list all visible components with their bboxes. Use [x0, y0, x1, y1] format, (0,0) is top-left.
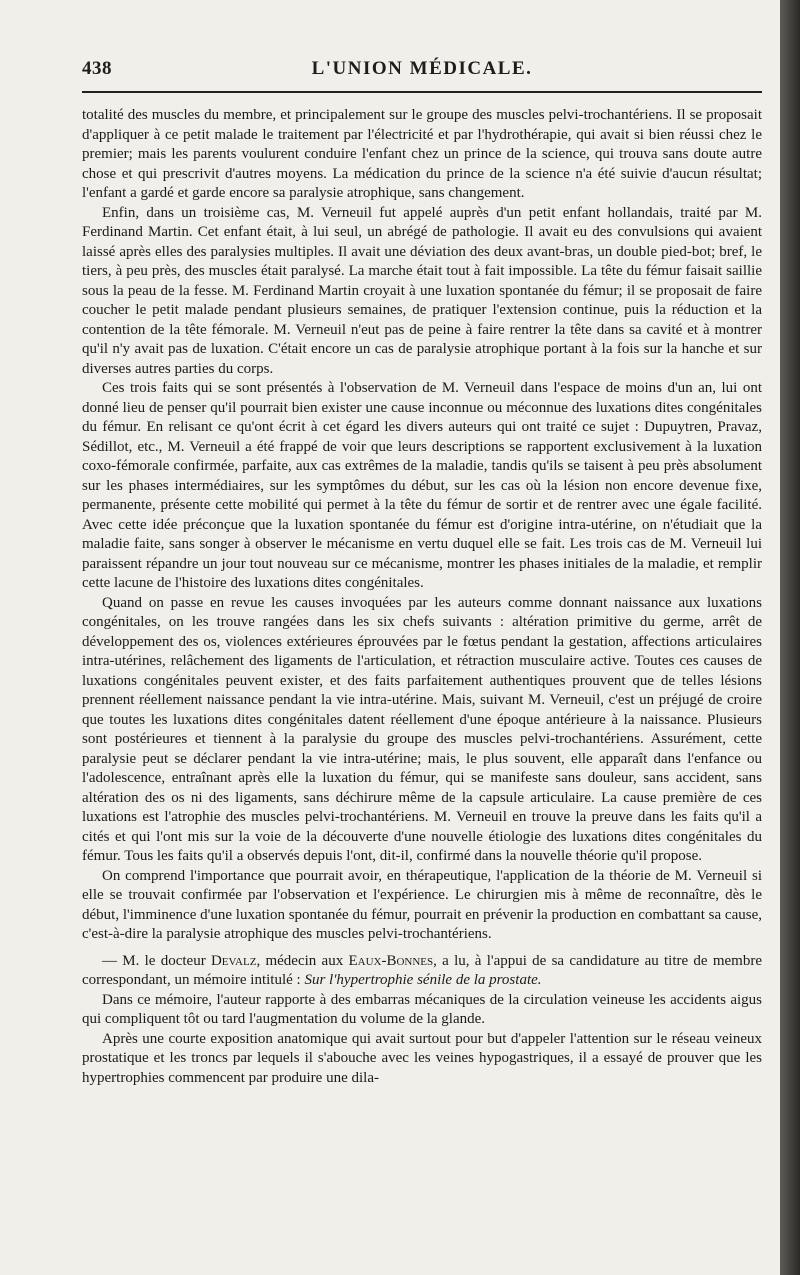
paragraph-continuation: totalité des muscles du membre, et principalement sur le groupe des muscles pelvi-trochantériens. Il se proposait d'appliquer à ce petit malade le traitement par l'électricité et par l'hydrothérapie, qui avait si bien réussi chez le premier; mais les parents voulurent conduire l'enfant chez un prince de la science, qui trouva sans doute autre chose et qui prescrivit d'autres moyens. La médication du prince de la science n'a été suivie d'aucun résultat; l'enfant a gardé et garde encore sa paralysie atrophique, sans changement.: [82, 107, 762, 201]
article-body: [82, 106, 762, 1088]
paragraph-third-case: Enfin, dans un troisième cas, M. Verneuil fut appelé auprès d'un petit enfant hollandais, traité par M. Ferdinand Martin. Cet enfant était, à lui seul, un abrégé de pathologie. Il avait eu des convulsions qui avaient laissé après elles des paralysies multiples. Il avait une déviation des deux avant-bras, un double pied-bot; bref, le tiers, à peu près, des muscles était paralysé. La marche était tout à fait impossible. La tête du fémur faisait saillie sous la peau de la fesse. M. Ferdinand Martin croyait à une luxation spontanée du fémur; il se proposait de faire coucher le petit malade pendant plusieurs semaines, de pratiquer l'extension continue, puis la réduction et la contention de la tête fémorale. M. Verneuil n'eut pas de peine à faire rentrer la tête dans sa cavité et à montrer qu'il n'y avait pas de luxation. C'était encore un cas de paralysie atrophique portant à la fois sur la hanche et sur diverses autres parties du corps.: [82, 204, 762, 377]
memoir-title: Sur l'hypertrophie sénile de la prostate.: [304, 972, 542, 988]
devalz-mid: , médecin aux: [256, 952, 349, 969]
paragraph-causes: Quand on passe en revue les causes invoquées par les auteurs comme donnant naissance aux luxations congénitales, on les trouve rangées dans les six chefs suivants : altération primitive du germe, arrêt de développement des os, violences extérieures éprouvées par le fœtus pendant la gestation, affections articulaires intra-utérines, relâchement des ligaments de l'articulation, et rétraction musculaire active. Toutes ces causes de luxations congénitales peuvent exister, et des faits parfaitement authentiques prouvent que de telles lésions prennent réellement naissance pendant la vie intra-utérine. Mais, suivant M. Verneuil, c'est un préjugé de croire que toutes les luxations dites congénitales datent réellement d'une époque antérieure à la naissance. Plusieurs sont postérieures et tiennent à la paralysie du groupe des muscles pelvi-trochantériens. Assurément, cette paralysie peut se déclarer pendant la vie intra-utérine; mais, le plus souvent, elle apparaît dans l'enfance ou l'adolescence, entraînant après elle la luxation du fémur, qui se manifeste sans douleur, sans accident, sans altération des os ni des ligaments, sans déchirure même de la capsule articulaire. La cause première de ces luxations est l'atrophie des muscles pelvi-trochantériens. M. Verneuil en trouve la preuve dans les faits qu'il a cités et qui l'ont mis sur la voie de la découverte d'une nouvelle étiologie des luxations dites congénitales du fémur. Tous les faits qu'il a observés depuis l'ont, dit-il, confirmé dans la nouvelle théorie qu'il propose.: [82, 594, 762, 864]
paragraph-memoir: Dans ce mémoire, l'auteur rapporte à des embarras mécaniques de la circulation veineuse les accidents aigus qui compliquent tôt ou tard l'augmentation du volume de la glande.: [82, 991, 762, 1027]
paragraph-therapeutic: On comprend l'importance que pourrait avoir, en thérapeutique, l'application de la théorie de M. Verneuil si elle se trouvait confirmée par l'observation et l'expérience. Le chirurgien mis à même de reconnaître, dès le début, l'imminence d'une luxation spontanée du fémur, pourrait en prévenir la production en combattant sa cause, c'est-à-dire la paralysie atrophique des muscles pelvi-trochantériens.: [82, 867, 762, 942]
devalz-name: Devalz: [210, 952, 257, 969]
header-rule: [82, 91, 762, 93]
running-title: L'UNION MÉDICALE.: [311, 58, 533, 79]
page-header: [82, 58, 762, 86]
devalz-place: Eaux-Bonnes: [348, 952, 434, 969]
devalz-lead: — M. le docteur: [102, 952, 211, 969]
paragraph-three-facts: Ces trois faits qui se sont présentés à l'observation de M. Verneuil dans l'espace de moins d'un an, lui ont donné lieu de penser qu'il pourrait bien exister une cause inconnue ou méconnue des luxations dites congénitales du fémur. En relisant ce qu'ont écrit à cet égard les divers auteurs qui ont traité ce sujet : Dupuytren, Pravaz, Sédillot, etc., M. Verneuil a été frappé de voir que leurs descriptions se rapportent exclusivement à la luxation coxo-fémorale confirmée, parfaite, aux cas extrêmes de la maladie, tandis qu'ils se taisent à peu près absolument sur les phases intermédiaires, sur les symptômes du début, sur les cas où la lésion non encore devenue fixe, permanente, présente cette mobilité qui permet à la tête du fémur de sortir et de rentrer avec une égale facilité. Avec cette idée préconçue que la luxation spontanée du fémur est d'origine intra-utérine, on n'étudiait que la maladie faite, sans songer à observer le mécanisme en vertu duquel elle se fait. Les trois cas de M. Verneuil lui paraissent répandre un jour tout nouveau sur ce mécanisme, montrer les phases initiales de la maladie, et remplir cette lacune de l'histoire des luxations dites congénitales.: [82, 380, 762, 591]
devalz-rest: , a lu, à l'appui de sa candidature au titre de membre correspondant, un mémoire intitulé :: [82, 952, 762, 988]
paragraph-anatomy: Après une courte exposition anatomique qui avait surtout pour but d'appeler l'attention sur le réseau veineux prostatique et les troncs par lequels il s'abouche avec les veines hypogastriques, il a essayé de prouver que les hypertrophies commencent par produire une dila-: [82, 1030, 762, 1086]
page-edge-shadow: [780, 0, 800, 1275]
page-number: 438: [82, 58, 112, 79]
paragraph-devalz: [82, 952, 762, 991]
